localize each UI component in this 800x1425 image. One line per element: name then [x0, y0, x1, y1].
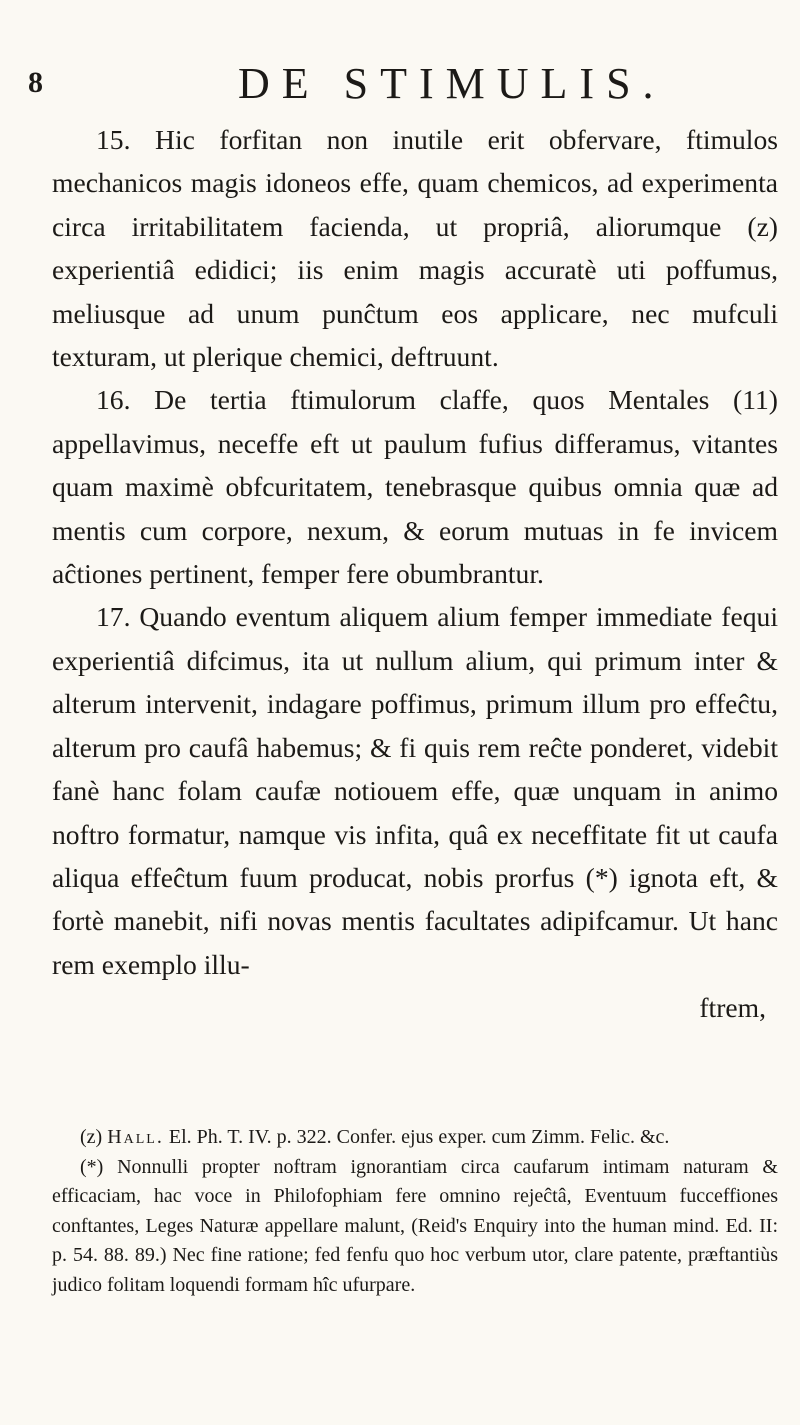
running-title: DE STIMULIS. — [238, 59, 666, 108]
footnotes — [52, 1123, 778, 1300]
paragraph-15: 15. Hic forfitan non inutile erit obfervare, ftimulos mechanicos magis idoneos effe, quam chemicos, ad experimenta circa irritabilitatem facienda, ut propriâ, aliorumque (z) experientiâ edidici; iis enim magis accuratè uti poffumus, meliusque ad unum punĉtum eos applicare, nec mufculi texturam, ut plerique chemici, deftruunt. — [52, 124, 778, 373]
paragraph-17: 17. Quando eventum aliquem alium femper immediate fequi experientiâ difcimus, ita ut nullum alium, qui primum inter & alterum intervenit, indagare poffimus, primum illum pro effeĉtu, alterum pro caufâ habemus; & fi quis rem reĉte ponderet, videbit fanè hanc folam caufæ notiouem effe, quæ unquam in animo noftro formatur, namque vis infita, quâ ex neceffitate fit ut caufa aliqua effeĉtum fuum producat, nobis prorfus (*) ignota eft, & fortè manebit, nifi novas mentis facultates adipifcamur. Ut hanc rem exemplo illu- — [52, 601, 778, 980]
paragraph-16: 16. De tertia ftimulorum claffe, quos Mentales (11) appellavimus, neceffe eft ut paulum fufius differamus, vitantes quam maximè obfcuritatem, tenebrasque quibus omnia quæ ad mentis cum corpore, nexum, & eorum mutuas in fe invicem aĉtiones pertinent, femper fere obumbrantur. — [52, 384, 778, 590]
footnote-z — [52, 1123, 778, 1153]
footnote-star: (*) Nonnulli propter noftram ignorantiam circa caufarum intimam naturam & efficaciam, hac voce in Philofophiam fere omnino rejeĉtâ, Eventuum fucceffiones conftantes, Leges Naturæ appellare malunt, (Reid's Enquiry into the human mind. Ed. II: p. 54. 88. 89.) Nec fine ratione; fed fenfu quo hoc verbum utor, clare patente, præftantiùs judico folitam loquendi formam hîc ufurpare. — [52, 1155, 778, 1296]
main-text — [52, 118, 778, 1030]
catchword: ftrem, — [699, 992, 766, 1024]
footnote-z-marker: (z) — [80, 1126, 103, 1148]
footnote-z-text: El. Ph. T. IV. p. 322. Confer. ejus exper. cum Zimm. Felic. &c. — [168, 1126, 670, 1148]
page-header — [28, 48, 788, 108]
page-number: 8 — [28, 66, 43, 99]
footnote-z-author: Hall. — [107, 1126, 164, 1148]
